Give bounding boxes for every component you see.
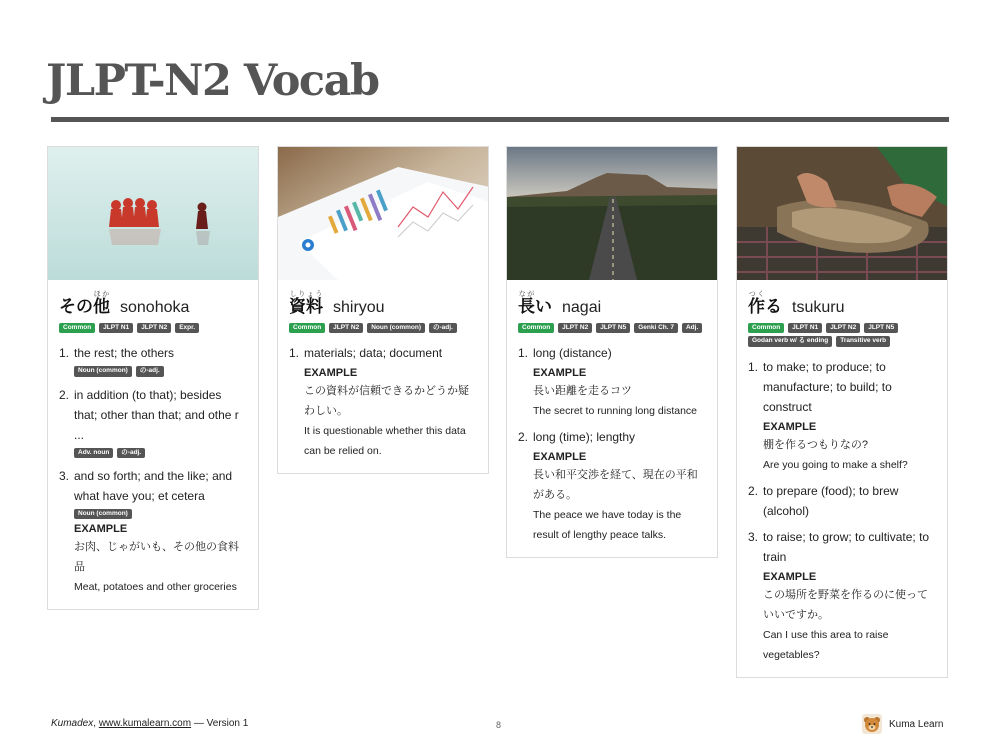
sense-2: 2. long (time); lengthy bbox=[518, 430, 636, 445]
card-image-documents bbox=[278, 147, 488, 280]
word-romaji: nagai bbox=[562, 299, 602, 317]
word-kanji: 長ながい bbox=[518, 290, 552, 317]
example-english: The secret to running long distance bbox=[533, 405, 698, 418]
tag-jlpt-n5: JLPT N5 bbox=[864, 323, 898, 333]
tag-jlpt-n2: JLPT N2 bbox=[558, 323, 592, 333]
footer-credit bbox=[51, 718, 248, 729]
word-romaji: tsukuru bbox=[792, 299, 845, 317]
example-japanese: この場所を野菜を作るのに使っていいですか。 bbox=[763, 588, 928, 621]
sense-tag: Adv. noun bbox=[74, 448, 113, 458]
word-romaji: shiryou bbox=[333, 299, 385, 317]
example-heading: EXAMPLE bbox=[533, 367, 587, 380]
sense-1: 1. materials; data; document bbox=[289, 346, 443, 361]
tag-jlpt-n1: JLPT N1 bbox=[788, 323, 822, 333]
example-japanese: お肉、じゃがいも、その他の食料品 bbox=[74, 541, 239, 574]
example-english: The peace we have today is the result of lengthy peace talks. bbox=[533, 509, 682, 542]
title-divider bbox=[51, 117, 949, 122]
sense-3: 3. to raise; to grow; to cultivate; to train bbox=[748, 529, 930, 564]
example-heading: EXAMPLE bbox=[304, 367, 358, 380]
example-japanese: 長い距離を走るコツ bbox=[533, 385, 632, 398]
example-heading: EXAMPLE bbox=[763, 420, 817, 433]
sense-3: 3. and so forth; and the like; and what have you; et cetera bbox=[59, 469, 233, 503]
footer-link[interactable]: www.kumalearn.com bbox=[98, 718, 192, 729]
bear-logo-icon bbox=[862, 714, 882, 734]
footer-separator: , bbox=[93, 718, 99, 729]
example-japanese: この資料が信頼できるかどうか疑わしい。 bbox=[304, 385, 469, 418]
sense-tag: Noun (common) bbox=[74, 509, 132, 519]
example-japanese: 長い和平交渉を経て、現在の平和がある。 bbox=[533, 469, 698, 502]
word-tags bbox=[289, 323, 477, 333]
sense-2: 2. to prepare (food); to brew (alcohol) bbox=[748, 483, 899, 518]
tag-jlpt-n5: JLPT N5 bbox=[596, 323, 630, 333]
word-kanji: 作つくる bbox=[748, 290, 782, 317]
word-tags bbox=[59, 323, 247, 333]
tag-genki: Genki Ch. 7 bbox=[634, 323, 678, 333]
word-kanji: 資料しりょう bbox=[289, 290, 323, 317]
footer-version: — Version 1 bbox=[193, 718, 249, 729]
word-tags bbox=[748, 323, 936, 347]
footer-logo bbox=[862, 714, 943, 734]
vocab-card-shiryou bbox=[277, 146, 489, 474]
tag-common: Common bbox=[289, 323, 325, 333]
card-image-pawns bbox=[48, 147, 258, 280]
tag-common: Common bbox=[518, 323, 554, 333]
word-romaji: sonohoka bbox=[120, 299, 190, 317]
tag-common: Common bbox=[748, 323, 784, 333]
example-heading: EXAMPLE bbox=[533, 451, 587, 464]
sense-tag: の-adj. bbox=[117, 448, 145, 458]
example-heading: EXAMPLE bbox=[763, 570, 817, 583]
example-english: Are you going to make a shelf? bbox=[763, 458, 908, 471]
sense-1: 1. to make; to produce; to manufacture; to build; to construct bbox=[748, 359, 892, 414]
example-japanese: 棚を作るつもりなの? bbox=[763, 438, 869, 451]
tag-pos: Transitive verb bbox=[836, 336, 890, 346]
sense-tag: の-adj. bbox=[136, 366, 164, 376]
page-number: 8 bbox=[496, 720, 502, 730]
slide-title: JLPT-N2 Vocab bbox=[46, 56, 379, 106]
tag-pos: Adj. bbox=[682, 323, 702, 333]
vocab-card-tsukuru bbox=[736, 146, 948, 678]
sense-1: 1. long (distance) bbox=[518, 346, 612, 361]
tag-pos: Godan verb w/ る ending bbox=[748, 336, 832, 346]
card-image-shoemaker bbox=[737, 147, 947, 280]
sense-tag: Noun (common) bbox=[74, 366, 132, 376]
example-heading: EXAMPLE bbox=[74, 523, 128, 536]
footer-logo-text: Kuma Learn bbox=[889, 718, 944, 730]
vocab-card-sonohoka bbox=[47, 146, 259, 610]
tag-common: Common bbox=[59, 323, 95, 333]
word-tags bbox=[518, 323, 706, 333]
card-image-road bbox=[507, 147, 717, 280]
example-english: Can I use this area to raise vegetables? bbox=[763, 628, 889, 661]
vocab-card-nagai bbox=[506, 146, 718, 558]
tag-jlpt-n1: JLPT N1 bbox=[99, 323, 133, 333]
sense-1: 1. the rest; the others bbox=[59, 346, 175, 361]
example-english: Meat, potatoes and other groceries bbox=[74, 581, 237, 594]
tag-jlpt-n2: JLPT N2 bbox=[329, 323, 363, 333]
sense-2: 2. in addition (to that); besides that; other than that; and othe r ... bbox=[59, 387, 239, 442]
tag-jlpt-n2: JLPT N2 bbox=[826, 323, 860, 333]
tag-pos: Expr. bbox=[175, 323, 199, 333]
tag-pos: の-adj. bbox=[429, 323, 457, 333]
example-english: It is questionable whether this data can be relied on. bbox=[304, 425, 466, 458]
footer-brand: Kumadex bbox=[51, 718, 94, 729]
tag-jlpt-n2: JLPT N2 bbox=[137, 323, 171, 333]
tag-pos: Noun (common) bbox=[367, 323, 425, 333]
word-kanji: その他ほか bbox=[59, 290, 110, 317]
